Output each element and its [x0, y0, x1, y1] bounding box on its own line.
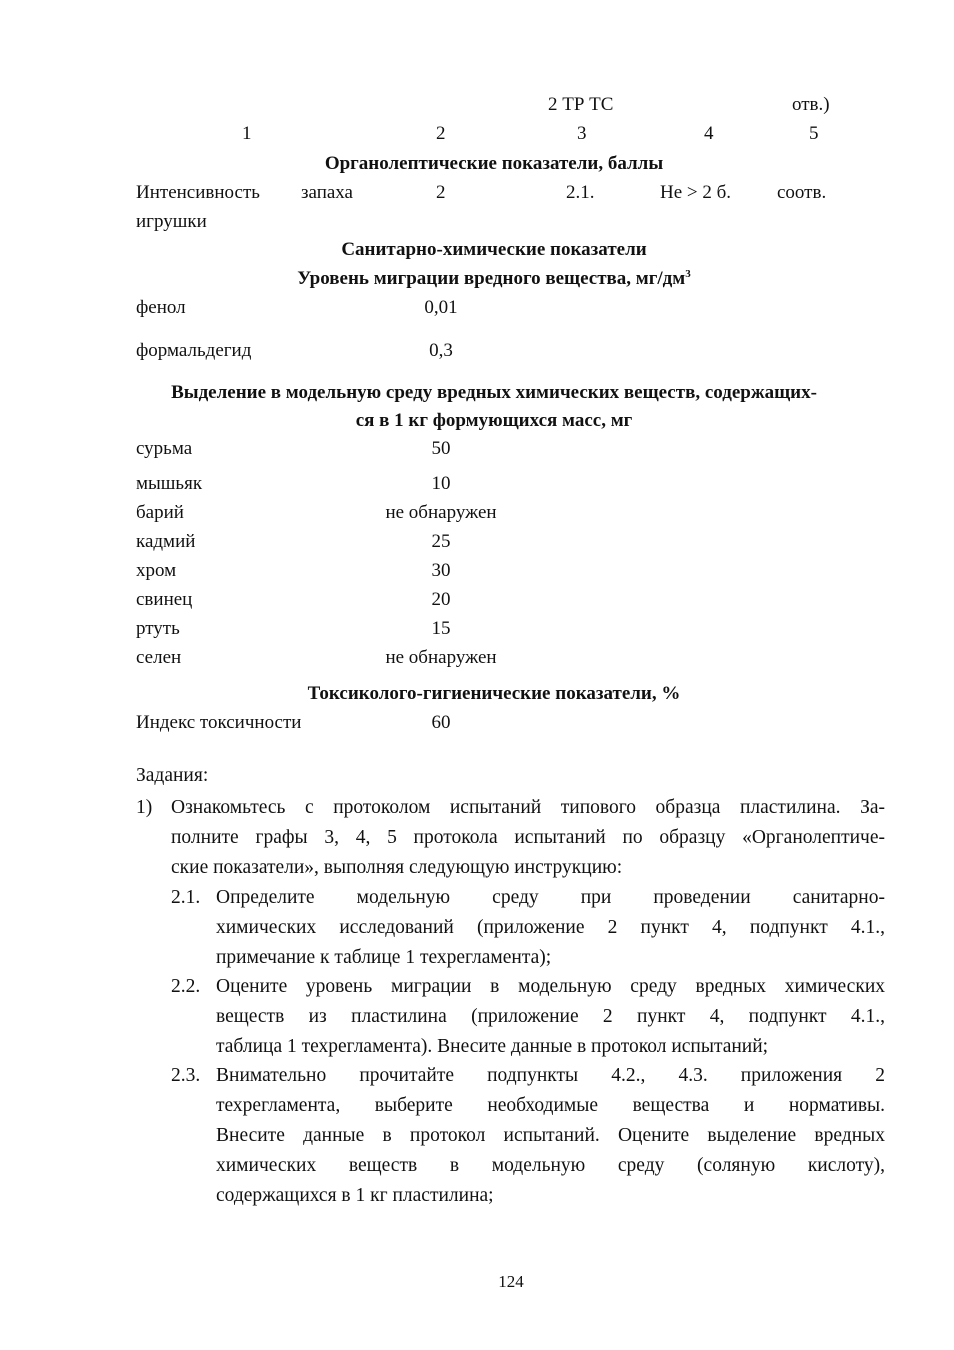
release-row-value-text: не обнаружен [385, 647, 497, 668]
migration-row-name: фенол [136, 297, 186, 318]
migration-row-value-text: 0,3 [429, 340, 453, 361]
odor-row-name-part2: запаха [301, 182, 353, 203]
release-row-value-text: 50 [431, 438, 451, 459]
task-2-1-line: Определите модельную среду при проведении санитарно- [216, 887, 885, 908]
task-2-2-line: таблица 1 техрегламента). Внесите данные в протокол испытаний; [216, 1036, 769, 1057]
tasks-heading: Задания: [136, 765, 209, 786]
column-number-2: 2 [436, 123, 446, 144]
task-2-3-line: техрегламента, выберите необходимые вещества и нормативы. [216, 1095, 885, 1116]
task-2-2-number: 2.2. [171, 976, 201, 997]
section-heading-migration [136, 269, 852, 288]
release-row-name: мышьяк [136, 473, 203, 494]
task-2-3-line: содержащихся в 1 кг пластилина; [216, 1185, 494, 1206]
odor-row-col2: 2 [436, 182, 446, 203]
task-2-1-number: 2.1. [171, 887, 201, 908]
task-2-3-line: Внесите данные в протокол испытаний. Оцените выделение вредных [216, 1125, 885, 1146]
release-row-name: сурьма [136, 438, 193, 459]
release-row-name: селен [136, 647, 182, 668]
odor-row-name-part1: Интенсивность [136, 182, 260, 203]
migration-heading-text: Уровень миграции вредного вещества, мг/дм [297, 268, 686, 289]
task-1-line: ские показатели», выполняя следующую инструкцию: [171, 857, 623, 878]
migration-heading-superscript: 3 [685, 268, 691, 280]
release-row-name: свинец [136, 589, 193, 610]
migration-row-value-text: 0,01 [424, 297, 458, 318]
task-2-3-line: Внимательно прочитайте подпункты 4.2., 4.3. приложения 2 [216, 1065, 885, 1086]
task-2-1-line: примечание к таблице 1 техрегламента); [216, 947, 552, 968]
task-2-3-line: химических веществ в модельную среду (соляную кислоту), [216, 1155, 885, 1176]
release-row-value-text: 10 [431, 473, 451, 494]
task-1-number: 1) [136, 797, 153, 818]
odor-row-col4: Не > 2 б. [660, 182, 732, 203]
odor-row-col3: 2.1. [566, 182, 595, 203]
section-heading-sanitary: Санитарно-химические показатели [341, 239, 647, 260]
task-2-1-line: химических исследований (приложение 2 пункт 4, подпункт 4.1., [216, 917, 885, 938]
task-1-text [171, 793, 885, 883]
toxic-row-name: Индекс токсичности [136, 712, 302, 733]
column-number-3: 3 [577, 123, 587, 144]
release-row-value-text: не обнаружен [385, 502, 497, 523]
release-row-name: хром [136, 560, 177, 581]
section-heading-toxic: Токсиколого-гигиенические показатели, % [307, 683, 681, 704]
section-heading-release-line2: ся в 1 кг формующихся масс, мг [355, 410, 633, 431]
header-col3-fragment: 2 ТР ТС [548, 94, 614, 115]
page-number: 124 [498, 1272, 524, 1291]
task-2-2-line: веществ из пластилина (приложение 2 пункт 4, подпункт 4.1., [216, 1006, 885, 1027]
section-heading-release-line1: Выделение в модельную среду вредных химических веществ, содержащих- [171, 382, 817, 403]
release-row-value-text: 15 [431, 618, 451, 639]
task-1-line: Ознакомьтесь с протоколом испытаний типового образца пластилина. За- [171, 797, 885, 818]
release-row-name: кадмий [136, 531, 196, 552]
odor-row-col5: соотв. [777, 182, 827, 203]
task-2-2-text [216, 972, 885, 1062]
section-heading-organoleptic: Органолептические показатели, баллы [324, 153, 664, 174]
task-2-3-text [216, 1061, 885, 1211]
task-2-1-text [216, 883, 885, 973]
column-number-4: 4 [704, 123, 714, 144]
task-1-line: полните графы 3, 4, 5 протокола испытаний по образцу «Органолептиче- [171, 827, 885, 848]
odor-row-name-line2: игрушки [136, 211, 207, 232]
task-2-2-line: Оцените уровень миграции в модельную среду вредных химических [216, 976, 885, 997]
release-row-value-text: 30 [431, 560, 451, 581]
task-2-3-number: 2.3. [171, 1065, 201, 1086]
release-row-value-text: 20 [431, 589, 451, 610]
column-number-1: 1 [242, 123, 252, 144]
release-row-name: ртуть [136, 618, 180, 639]
migration-row-name: формальдегид [136, 340, 252, 361]
toxic-row-value-text: 60 [431, 712, 451, 733]
release-row-value-text: 25 [431, 531, 451, 552]
column-number-5: 5 [809, 123, 819, 144]
header-col5-fragment: отв.) [792, 94, 830, 115]
release-row-name: барий [136, 502, 184, 523]
